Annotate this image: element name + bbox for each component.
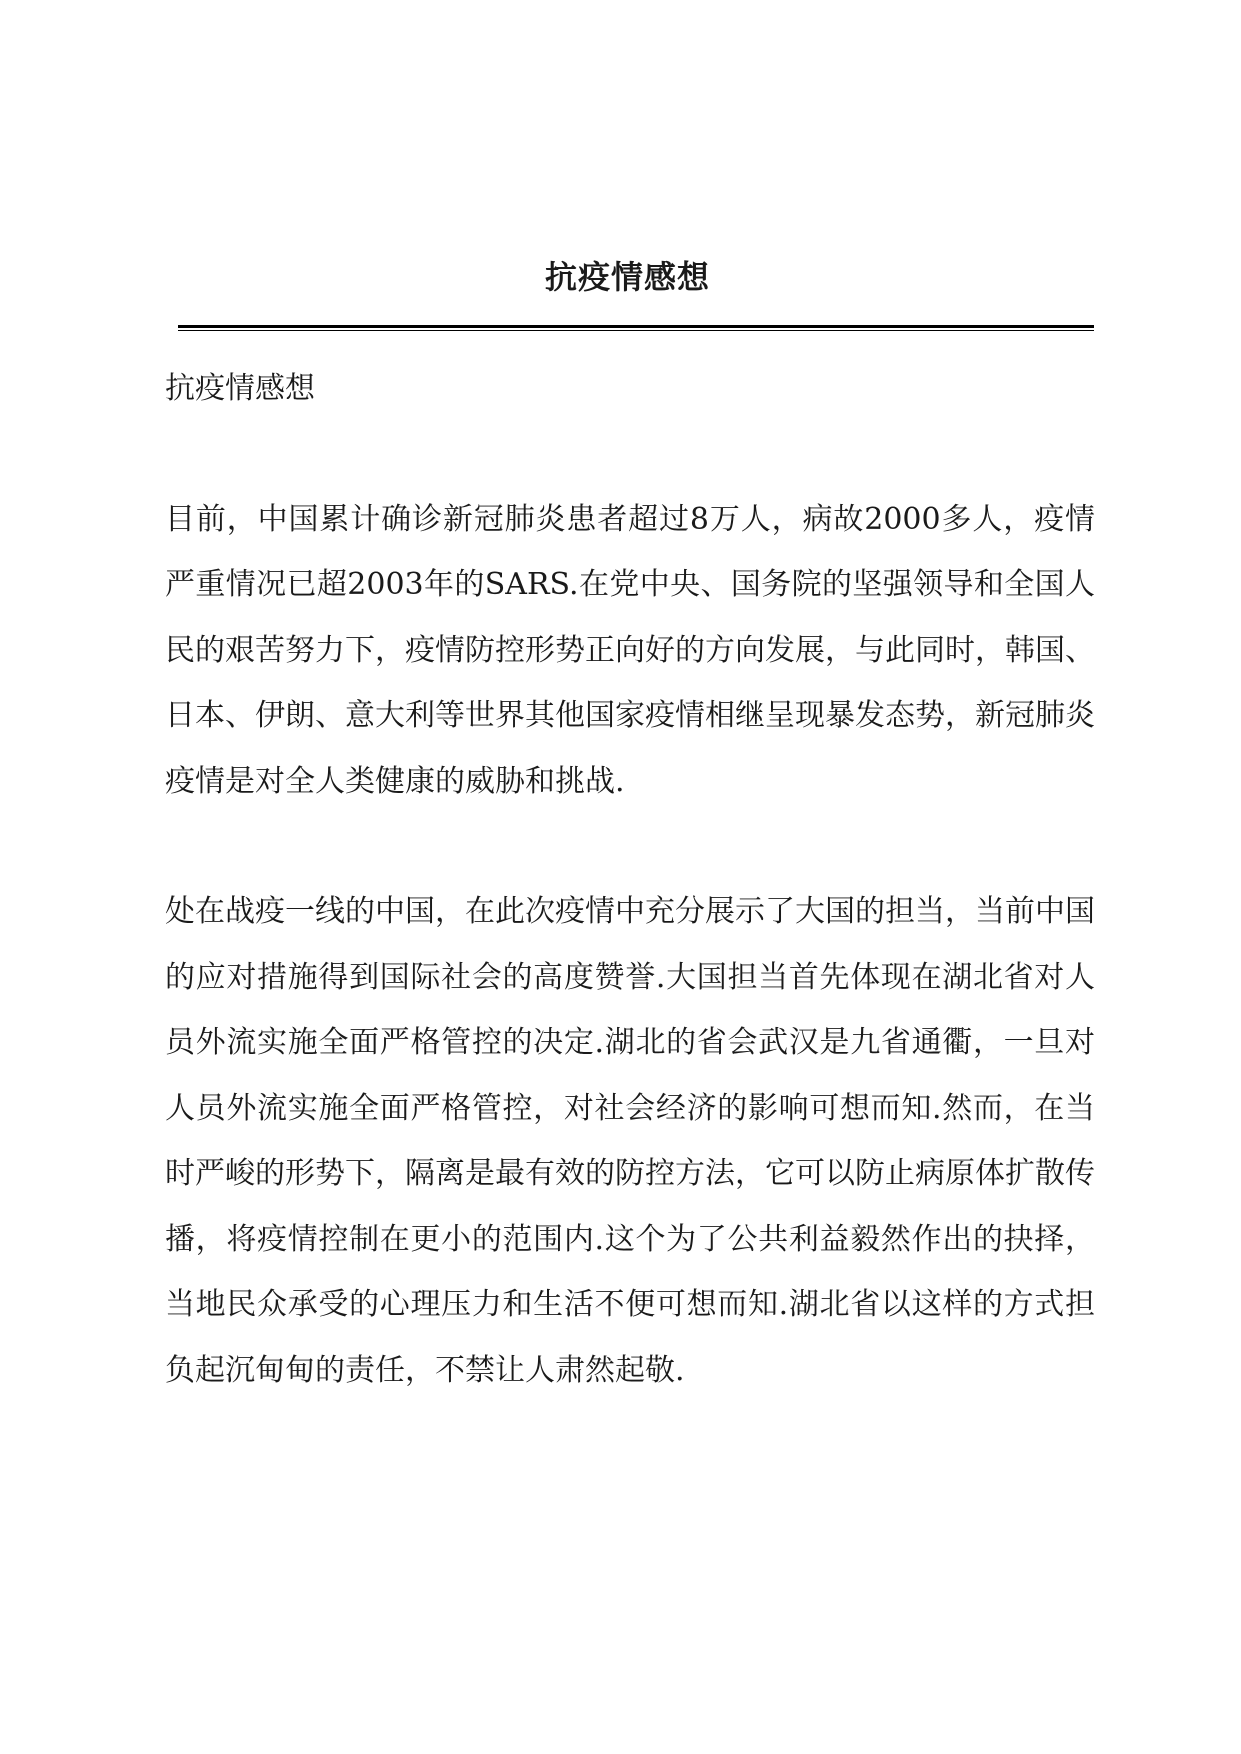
- document-body: [165, 356, 1095, 1468]
- rule-thick-line: [178, 325, 1094, 328]
- body-heading: 抗疫情感想: [165, 371, 315, 406]
- paragraph-2: 处在战疫一线的中国，在此次疫情中充分展示了大国的担当，当前中国的应对措施得到国际社会的高度赞誉.大国担当首先体现在湖北省对人员外流实施全面严格管控的决定.湖北的省会武汉是九省通衢，一旦对人员外流实施全面严格管控，对社会经济的影响可想而知.然而，在当时严峻的形势下，隔离是最有效的防控方法，它可以防止病原体扩散传播，将疫情控制在更小的范围内.这个为了公共利益毅然作出的抉择，当地民众承受的心理压力和生活不便可想而知.湖北省以这样的方式担负起沉甸甸的责任，不禁让人肃然起敬.: [165, 894, 1095, 1388]
- paragraph-1: 目前，中国累计确诊新冠肺炎患者超过8万人，病故2000多人，疫情严重情况已超2003年的SARS.在党中央、国务院的坚强领导和全国人民的艰苦努力下，疫情防控形势正向好的方向发展，与此同时，韩国、日本、伊朗、意大利等世界其他国家疫情相继呈现暴发态势，新冠肺炎疫情是对全人类健康的威胁和挑战.: [165, 501, 1095, 799]
- title-double-rule: [178, 325, 1094, 331]
- page-title: 抗疫情感想: [544, 258, 710, 296]
- rule-thin-line: [178, 330, 1094, 331]
